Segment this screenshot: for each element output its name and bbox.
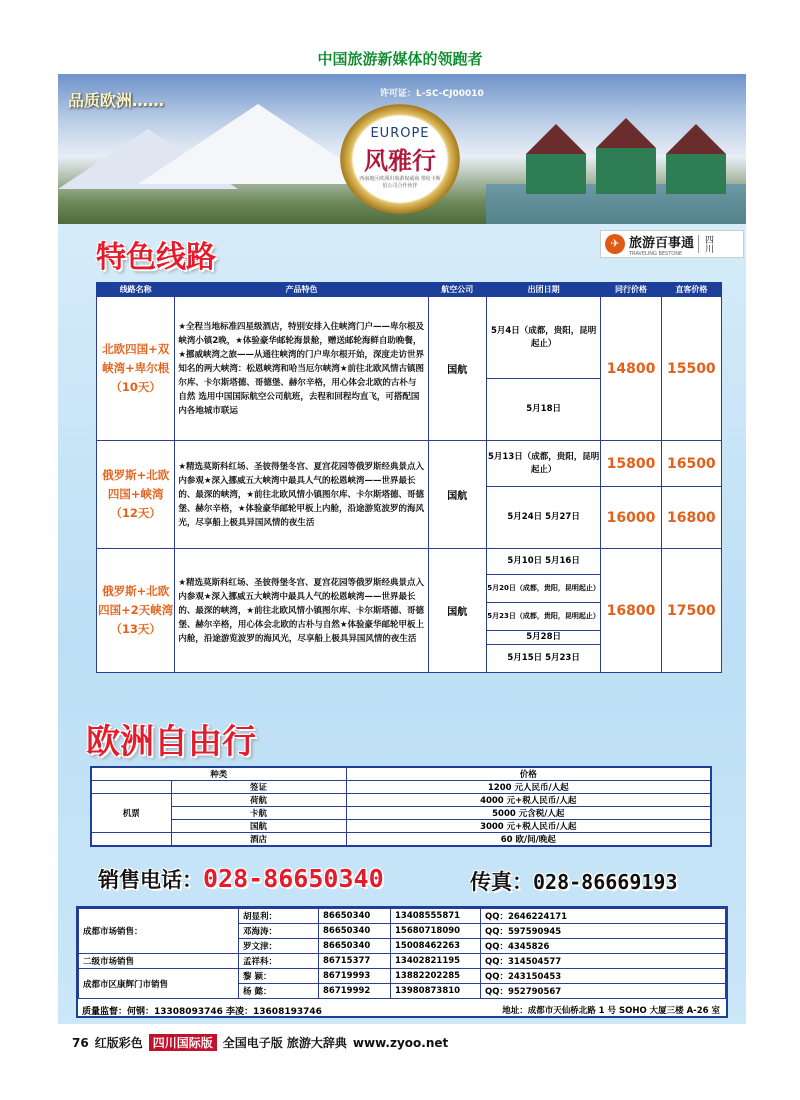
contact-mobile[interactable]: 15680718090 bbox=[391, 924, 481, 939]
col-header: 同行价格 bbox=[601, 283, 661, 297]
contact-qq: QQ：952790567 bbox=[481, 984, 726, 999]
fax-label: 传真： bbox=[470, 870, 533, 894]
routes-table bbox=[96, 282, 722, 673]
route-airline: 国航 bbox=[428, 441, 486, 549]
free-price: 4000 元+税人民币/人起 bbox=[346, 794, 711, 807]
free-travel-table bbox=[90, 766, 712, 847]
free-travel-title: 欧洲自由行 bbox=[86, 722, 256, 762]
contact-name: 孟祥科： bbox=[239, 954, 319, 969]
contact-name: 邓海涛： bbox=[239, 924, 319, 939]
license-text: 许可证：L-SC-CJ00010 bbox=[380, 89, 484, 99]
logo-sub: TRAVELING BESTONE bbox=[629, 250, 683, 257]
route-date: 5月13日（成都，贵阳，昆明起止） bbox=[486, 441, 601, 487]
col-header: 价格 bbox=[346, 767, 711, 781]
contact-name: 罗文津： bbox=[239, 939, 319, 954]
contact-tel[interactable]: 86715377 bbox=[319, 954, 391, 969]
col-header: 种类 bbox=[91, 767, 346, 781]
contact-tel[interactable]: 86719992 bbox=[319, 984, 391, 999]
table-row bbox=[97, 441, 722, 487]
houses-illustration bbox=[516, 114, 716, 194]
table-row bbox=[97, 549, 722, 575]
free-item: 国航 bbox=[171, 820, 346, 833]
logo-name: 旅游百事通 bbox=[629, 235, 695, 251]
route-date: 5月28日 bbox=[486, 631, 601, 645]
col-header: 航空公司 bbox=[428, 283, 486, 297]
table-row bbox=[79, 954, 726, 969]
table-row bbox=[91, 833, 711, 847]
sales-phone-label: 销售电话： bbox=[98, 868, 203, 892]
route-features: ★精选莫斯科红场、圣彼得堡冬宫、夏宫花园等俄罗斯经典景点入内参观★深入挪威五大峡湾中最具人气的松恩峡湾——世界最长的、最深的峡湾，★前往北欧风情小镇图尔库、卡尔斯塔德、哥德堡、赫尔辛格，★体验豪华邮轮甲板上内舱，沿途游览波罗的海风光，尽享船上极具异国风情的夜生活 bbox=[175, 441, 428, 549]
route-airline: 国航 bbox=[428, 549, 486, 673]
banner bbox=[58, 74, 746, 224]
traveler-icon: ✈ bbox=[605, 234, 625, 254]
emblem-top: EUROPE bbox=[370, 126, 430, 141]
contact-box bbox=[76, 906, 728, 1018]
peer-price: 15800 bbox=[601, 441, 661, 487]
routes-title: 特色线路 bbox=[96, 240, 216, 275]
brand-emblem bbox=[340, 104, 460, 214]
page-panel bbox=[58, 74, 746, 1024]
free-price: 3000 元+税人民币/人起 bbox=[346, 820, 711, 833]
contact-group: 成都市区康辉门市销售 bbox=[79, 969, 239, 999]
peer-price: 16000 bbox=[601, 487, 661, 549]
free-item: 酒店 bbox=[171, 833, 346, 847]
table-row bbox=[91, 807, 711, 820]
contact-qq: QQ：2646224171 bbox=[481, 909, 726, 924]
contact-mobile[interactable]: 13882202285 bbox=[391, 969, 481, 984]
contact-tel[interactable]: 86719993 bbox=[319, 969, 391, 984]
sales-phone bbox=[98, 864, 384, 894]
contact-qq: QQ：597590945 bbox=[481, 924, 726, 939]
peer-price: 14800 bbox=[601, 297, 661, 441]
contact-qq: QQ：4345826 bbox=[481, 939, 726, 954]
table-row bbox=[79, 969, 726, 984]
sales-phone-number[interactable]: 028-86650340 bbox=[203, 864, 384, 893]
fax bbox=[470, 866, 678, 896]
table-row bbox=[91, 820, 711, 833]
contact-mobile[interactable]: 13980873810 bbox=[391, 984, 481, 999]
route-name: 北欧四国+双峡湾+卑尔根（10天） bbox=[97, 297, 175, 441]
direct-price: 17500 bbox=[661, 549, 721, 673]
free-category: 机票 bbox=[91, 794, 171, 833]
route-name: 俄罗斯+北欧四国+2天峡湾（13天） bbox=[97, 549, 175, 673]
brand-logo bbox=[600, 230, 744, 258]
route-date: 5月23日（成都，贵阳，昆明起止） bbox=[486, 603, 601, 631]
free-price: 5000 元含税/人起 bbox=[346, 807, 711, 820]
page-footer bbox=[72, 1034, 448, 1051]
emblem-sub: 西南地区欧洲出境游权威商 带给卡斯伯公司合作伙伴 bbox=[359, 176, 441, 189]
contact-name: 胡显利： bbox=[239, 909, 319, 924]
direct-price: 16500 bbox=[661, 441, 721, 487]
contact-tel[interactable]: 86650340 bbox=[319, 939, 391, 954]
route-date: 5月10日 5月16日 bbox=[486, 549, 601, 575]
contact-mobile[interactable]: 15008462263 bbox=[391, 939, 481, 954]
contact-group: 二级市场销售 bbox=[79, 954, 239, 969]
free-price: 1200 元人民币/人起 bbox=[346, 781, 711, 794]
slogan: 中国旅游新媒体的领跑者 bbox=[317, 50, 483, 68]
footer-url[interactable]: www.zyoo.net bbox=[352, 1035, 449, 1050]
contact-mobile[interactable]: 13408555871 bbox=[391, 909, 481, 924]
contact-tel[interactable]: 86650340 bbox=[319, 924, 391, 939]
contact-qq: QQ：314504577 bbox=[481, 954, 726, 969]
table-row bbox=[79, 909, 726, 924]
contact-mobile[interactable]: 13402821195 bbox=[391, 954, 481, 969]
address: 地址：成都市天仙桥北路 1 号 SOHO 大厦三楼 A-26 室 bbox=[502, 1006, 720, 1016]
free-item: 签证 bbox=[171, 781, 346, 794]
footer-label: 红版彩色 bbox=[94, 1036, 143, 1050]
free-category bbox=[91, 833, 171, 847]
contact-name: 黎 颖： bbox=[239, 969, 319, 984]
table-row bbox=[91, 794, 711, 807]
table-row bbox=[97, 297, 722, 379]
footer-rest: 全国电子版 旅游大辞典 bbox=[222, 1036, 347, 1050]
table-row bbox=[91, 781, 711, 794]
route-airline: 国航 bbox=[428, 297, 486, 441]
contact-table bbox=[78, 908, 726, 999]
route-name: 俄罗斯+北欧四国+峡湾（12天） bbox=[97, 441, 175, 549]
contact-tel[interactable]: 86650340 bbox=[319, 909, 391, 924]
page-number: 76 bbox=[72, 1035, 89, 1050]
contact-name: 杨 懿： bbox=[239, 984, 319, 999]
quality-supervision: 质量监督：何钢：13308093746 李凌：13608193746 bbox=[82, 1007, 322, 1017]
route-features: ★精选莫斯科红场、圣彼得堡冬宫、夏宫花园等俄罗斯经典景点入内参观★深入挪威五大峡湾中最具人气的松恩峡湾——世界最长的、最深的峡湾，★前往北欧风情小镇图尔库、卡尔斯塔德、哥德堡、赫尔辛格，用心体会北欧的古朴与自然★体验豪华邮轮甲板上内舱，沿途游览波罗的海风光，尽享船上极具异国风情的夜生活 bbox=[175, 549, 428, 673]
route-date: 5月20日（成都，贵阳，昆明起止） bbox=[486, 575, 601, 603]
free-item: 荷航 bbox=[171, 794, 346, 807]
free-category bbox=[91, 781, 171, 794]
direct-price: 16800 bbox=[661, 487, 721, 549]
direct-price: 15500 bbox=[661, 297, 721, 441]
logo-province: 四川 bbox=[698, 235, 715, 253]
col-header: 直客价格 bbox=[661, 283, 721, 297]
route-date: 5月4日（成都，贵阳，昆明起止） bbox=[486, 297, 601, 379]
free-price: 60 欧/间/晚起 bbox=[346, 833, 711, 847]
fax-number: 028-86669193 bbox=[533, 870, 678, 894]
free-item: 卡航 bbox=[171, 807, 346, 820]
route-date: 5月15日 5月23日 bbox=[486, 645, 601, 673]
edition-badge: 四川国际版 bbox=[149, 1034, 217, 1051]
col-header: 出团日期 bbox=[486, 283, 601, 297]
route-features: ★全程当地标准四星级酒店，特别安排入住峡湾门户——卑尔根及峡湾小镇2晚，★体验豪华邮轮海景舱，赠送邮轮海鲜自助晚餐，★挪威峡湾之旅——从通往峡湾的门户卑尔根开始，深度走访世界知名的两大峡湾：松恩峡湾和哈当厄尔峡湾★前往北欧风情古镇图尔库、卡尔斯塔德、哥德堡、赫尔辛格，用心体会北欧的古朴与自然 选用中国国际航空公司航班，去程和回程均直飞，可搭配国内各地城市联运 bbox=[175, 297, 428, 441]
banner-tag: 品质欧洲…… bbox=[68, 91, 165, 110]
peer-price: 16800 bbox=[601, 549, 661, 673]
col-header: 线路名称 bbox=[97, 283, 175, 297]
contact-qq: QQ：243150453 bbox=[481, 969, 726, 984]
col-header: 产品特色 bbox=[175, 283, 428, 297]
contact-group: 成都市场销售： bbox=[79, 909, 239, 954]
emblem-main: 风雅行 bbox=[364, 146, 436, 175]
route-date: 5月24日 5月27日 bbox=[486, 487, 601, 549]
route-date: 5月18日 bbox=[486, 379, 601, 441]
